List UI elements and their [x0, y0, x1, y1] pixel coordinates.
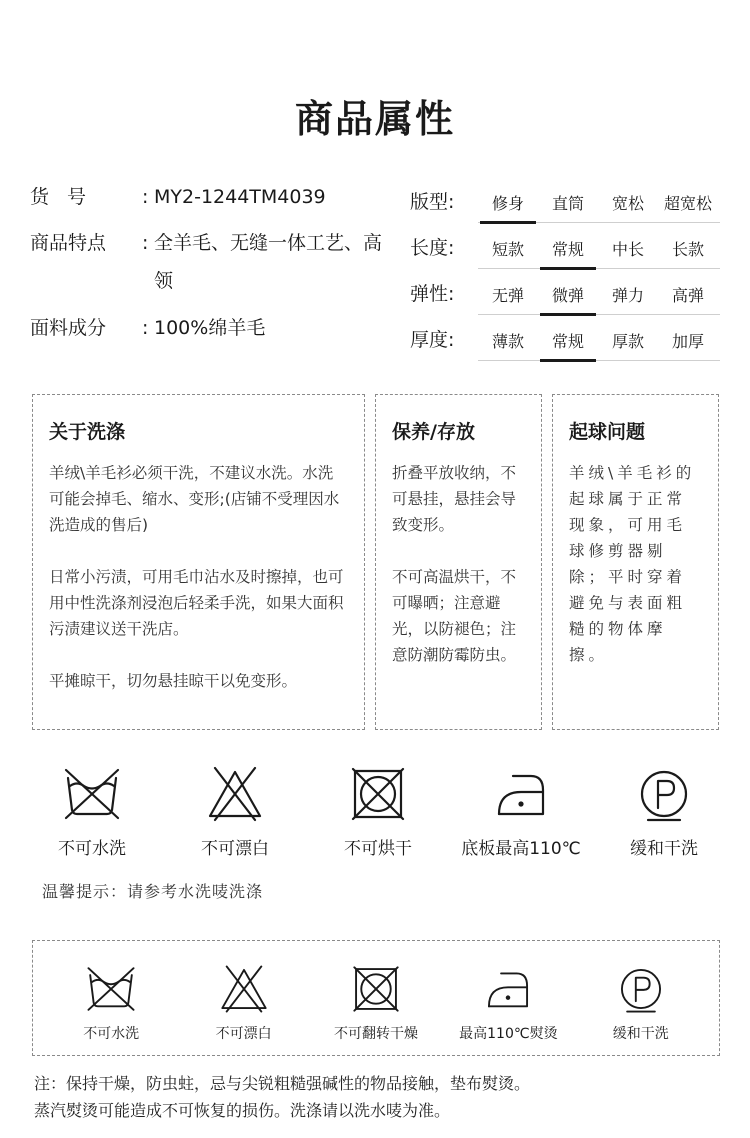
dry-clean-p-icon: [634, 764, 694, 824]
product-features-label: 商品特点: [30, 232, 107, 254]
fabric-row: [30, 309, 390, 347]
attribute-option: 无弹: [491, 286, 524, 305]
attribute-option: 中长: [611, 240, 644, 259]
no-wash-icon: [62, 764, 122, 824]
care-symbol: [179, 963, 309, 1043]
dry-clean-p-icon: [615, 963, 667, 1015]
attribute-option-selected: 常规: [538, 232, 598, 268]
attribute-option: 超宽松: [663, 194, 712, 213]
care-symbol: [576, 963, 706, 1043]
colon: :: [142, 232, 149, 254]
attribute-option: 弹力: [611, 286, 644, 305]
fabric-value: 100%绵羊毛: [154, 317, 266, 339]
attribute-option-selected: 修身: [478, 186, 538, 222]
iron-icon: [482, 963, 534, 1015]
washing-text-1: 羊绒\羊毛衫必须干洗，不建议水洗。水洗可能会掉毛、缩水、变形;(店铺不受理因水洗造成的售后): [49, 464, 340, 534]
care-symbol: [451, 764, 591, 859]
attribute-option: 宽松: [611, 194, 644, 213]
product-code-value: MY2-1244TM4039: [154, 186, 326, 208]
care-symbol-label: 缓和干洗: [630, 839, 698, 859]
product-code-label: [30, 178, 142, 216]
attribute-row: [410, 223, 720, 269]
care-symbols-row: [22, 764, 734, 859]
care-symbol-label: 不可水洗: [83, 1026, 140, 1042]
washing-title: 关于洗涤: [49, 421, 126, 443]
care-symbol-label: 缓和干洗: [612, 1026, 669, 1042]
no-bleach-icon: [218, 963, 270, 1015]
care-symbol-label: 不可漂白: [201, 839, 269, 859]
care-symbol-label: 不可烘干: [344, 839, 412, 859]
pilling-title: 起球问题: [569, 421, 646, 443]
care-symbol: [443, 963, 573, 1043]
attribute-options: [478, 278, 720, 315]
no-bleach-icon: [205, 764, 265, 824]
washing-card: [32, 394, 365, 730]
attribute-option-selected: 常规: [538, 324, 598, 360]
attribute-row: [410, 315, 720, 361]
storage-text-1: 折叠平放收纳，不可悬挂，悬挂会导致变形。: [392, 464, 517, 534]
attribute-option: 加厚: [671, 332, 704, 351]
care-symbol-label: 底板最高110℃: [461, 839, 581, 859]
storage-title: 保养/存放: [392, 421, 475, 443]
attribute-option: 直筒: [551, 194, 584, 213]
care-symbol: [311, 963, 441, 1043]
fabric-label: 面料成分: [30, 317, 107, 339]
care-symbol-label: 最高110℃熨烫: [459, 1026, 558, 1042]
care-symbol: [22, 764, 162, 859]
attribute-name: 长度:: [410, 237, 455, 259]
attribute-name: 厚度:: [410, 329, 455, 351]
care-symbol: [594, 764, 734, 859]
no-tumble-dry-icon: [350, 963, 402, 1015]
care-note: [34, 1070, 734, 1124]
attribute-option: 高弹: [671, 286, 704, 305]
product-info: [30, 178, 390, 347]
washing-text-2: 日常小污渍，可用毛巾沾水及时擦掉，也可用中性洗涤剂浸泡后轻柔手洗，如果大面积污渍建议送干洗店。: [49, 568, 344, 638]
care-label-box: [32, 940, 720, 1056]
colon: :: [142, 186, 149, 208]
care-note-line-1: 注：保持干燥，防虫蛀，忌与尖锐粗糙强碱性的物品接触，垫布熨烫。: [34, 1074, 531, 1093]
product-code-label-text: 货号: [30, 186, 105, 208]
product-code-row: [30, 178, 390, 216]
care-symbol-label: 不可翻转干燥: [333, 1026, 418, 1042]
attribute-option: 短款: [491, 240, 524, 259]
attribute-name: 版型:: [410, 191, 455, 213]
care-symbol: [46, 963, 176, 1043]
iron-icon: [491, 764, 551, 824]
page-title: 商品属性: [294, 97, 455, 141]
tip-text: 温馨提示：请参考水洗唛洗涤: [42, 882, 264, 901]
attribute-options: [478, 186, 720, 223]
pilling-card: [552, 394, 719, 730]
care-symbol-label: 不可水洗: [58, 839, 126, 859]
storage-text-2: 不可高温烘干，不可曝晒；注意避光，以防褪色；注意防潮防霉防虫。: [392, 568, 517, 664]
no-tumble-dry-icon: [348, 764, 408, 824]
attribute-option: 长款: [671, 240, 704, 259]
attribute-row: [410, 269, 720, 315]
attribute-option: 薄款: [491, 332, 524, 351]
care-label-symbols: [33, 941, 719, 1043]
no-wash-icon: [85, 963, 137, 1015]
attribute-option-selected: 微弹: [538, 278, 598, 314]
attribute-grid: [410, 177, 720, 361]
care-symbol-label: 不可漂白: [215, 1026, 272, 1042]
attribute-name: 弹性:: [410, 283, 455, 305]
care-symbol: [308, 764, 448, 859]
storage-card: [375, 394, 542, 730]
attribute-options: [478, 324, 720, 361]
attribute-row: [410, 177, 720, 223]
care-symbol: [165, 764, 305, 859]
attribute-options: [478, 232, 720, 269]
product-features-value: 全羊毛、无缝一体工艺、高领: [154, 232, 383, 292]
colon: :: [142, 317, 149, 339]
attribute-option: 厚款: [611, 332, 644, 351]
pilling-text: 羊绒\羊毛衫的起球属于正常现象，可用毛球修剪器剔除；平时穿着避免与表面粗糙的物体摩擦。: [569, 464, 696, 664]
washing-text-3: 平摊晾干，切勿悬挂晾干以免变形。: [49, 672, 298, 690]
product-features-row: [30, 224, 390, 300]
care-note-line-2: 蒸汽熨烫可能造成不可恢复的损伤。洗涤请以洗水唛为准。: [34, 1101, 451, 1120]
